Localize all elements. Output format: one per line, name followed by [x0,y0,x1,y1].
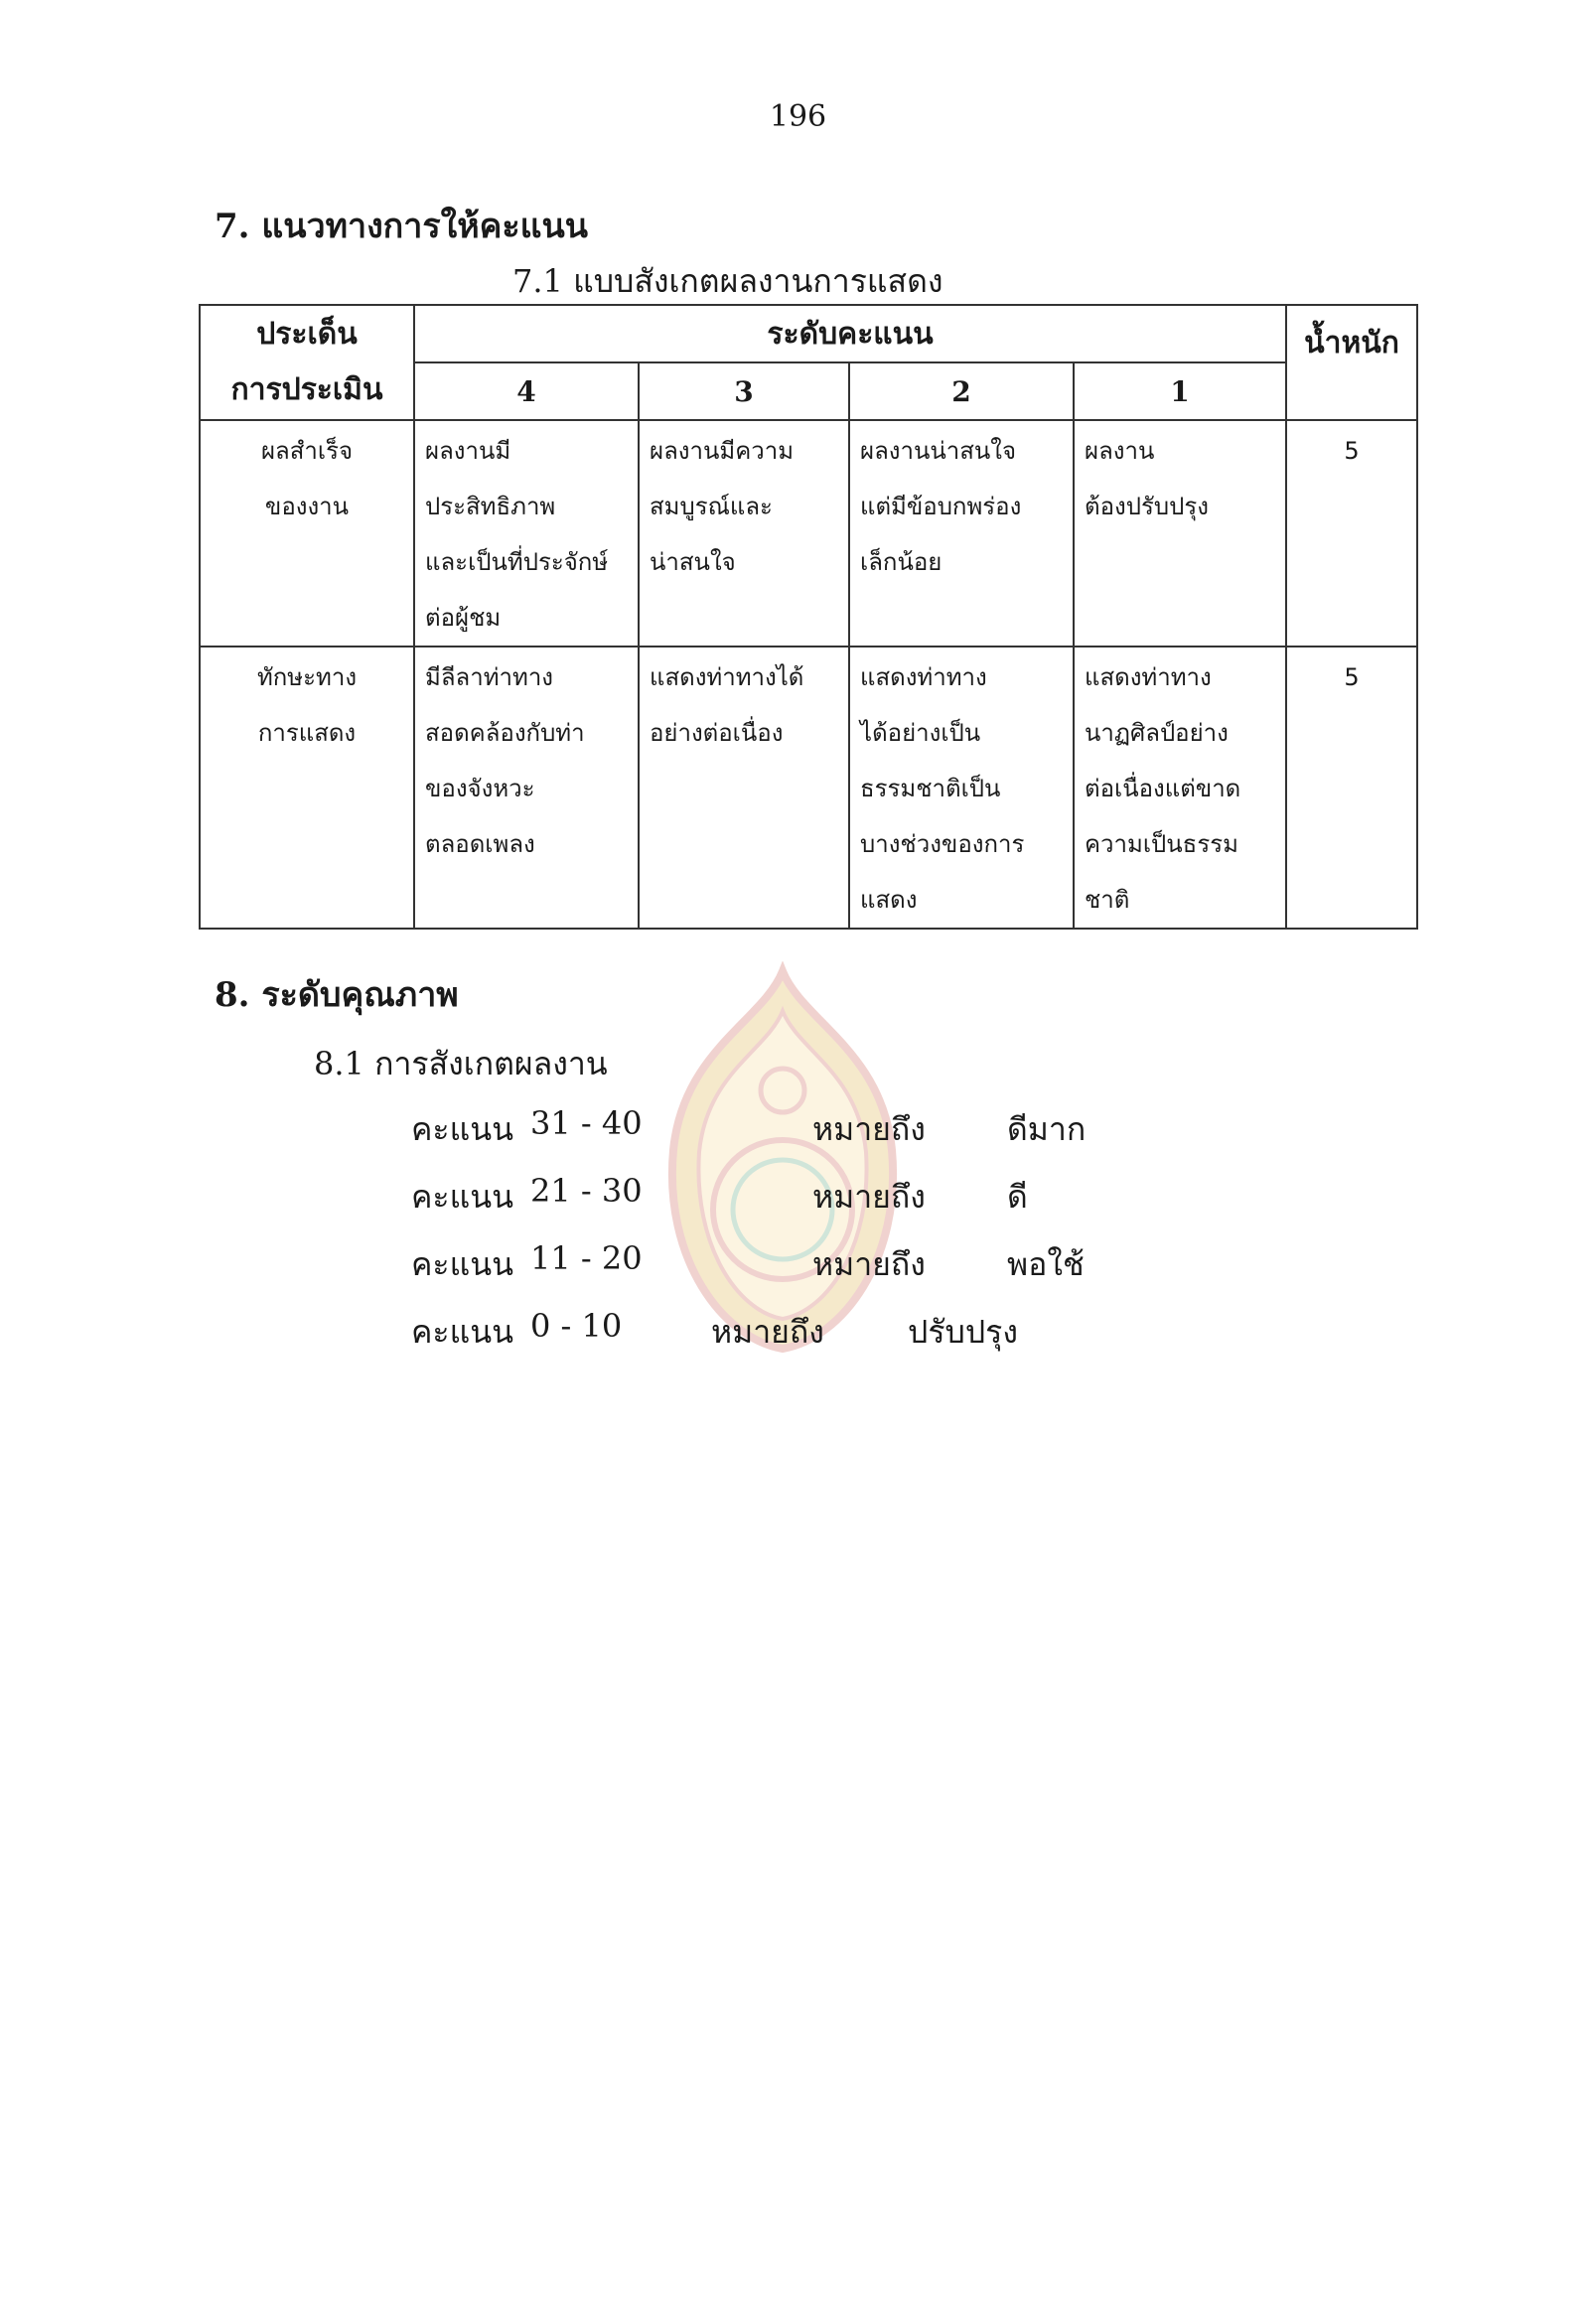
table-row [200,420,1417,647]
row-topic: ทักษะทาง การแสดง [200,647,414,929]
row-cell-level-2: ผลงานน่าสนใจ แต่มีข้อบกพร่อง เล็กน้อย [849,420,1074,647]
row-cell-level-3: ผลงานมีความ สมบูรณ์และ น่าสนใจ [639,420,849,647]
score-level: พอใช้ [1007,1245,1085,1283]
score-means: หมายถึง [711,1313,824,1351]
table-row [200,647,1417,929]
score-means: หมายถึง [812,1245,926,1283]
header-level-4: 4 [414,362,639,420]
section-8-heading: 8. ระดับคุณภาพ [215,975,459,1015]
header-topic: ประเด็น การประเมิน [200,305,414,420]
row-cell-level-4: มีลีลาท่าทาง สอดคล้องกับท่า ของจังหวะ ตลอดเพลง [414,647,639,929]
page-number: 196 [769,99,827,134]
score-range: 0 - 10 [530,1307,623,1345]
score-label: คะแนน [411,1110,513,1148]
row-cell-level-3: แสดงท่าทางได้ อย่างต่อเนื่อง [639,647,849,929]
score-row [0,1239,1596,1283]
score-range: 31 - 40 [530,1104,643,1142]
score-means: หมายถึง [812,1110,926,1148]
section-8-1-heading: 8.1 การสังเกตผลงาน [314,1045,608,1082]
score-level: ดีมาก [1007,1110,1087,1148]
row-cell-level-2: แสดงท่าทาง ได้อย่างเป็น ธรรมชาติเป็น บางช่วงของการ แสดง [849,647,1074,929]
header-level-3: 3 [639,362,849,420]
score-means: หมายถึง [812,1178,926,1216]
score-level: ดี [1007,1178,1028,1216]
score-label: คะแนน [411,1245,513,1283]
score-level: ปรับปรุง [908,1313,1018,1351]
row-cell-level-4: ผลงานมี ประสิทธิภาพ และเป็นที่ประจักษ์ ต่อผู้ชม [414,420,639,647]
header-weight: น้ำหนัก [1286,305,1417,420]
row-cell-level-1: แสดงท่าทาง นาฏศิลป์อย่าง ต่อเนื่องแต่ขาด ความเป็นธรรม ชาติ [1074,647,1286,929]
score-range: 11 - 20 [530,1239,643,1277]
header-level-1: 1 [1074,362,1286,420]
score-label: คะแนน [411,1178,513,1216]
row-weight: 5 [1286,420,1417,647]
row-topic: ผลสำเร็จ ของงาน [200,420,414,647]
ministry-seal-icon [653,961,912,1359]
row-weight: 5 [1286,647,1417,929]
score-row [0,1104,1596,1148]
score-row [0,1307,1596,1351]
header-level-2: 2 [849,362,1074,420]
header-score-levels: ระดับคะแนน [414,305,1286,362]
score-label: คะแนน [411,1313,513,1351]
score-range: 21 - 30 [530,1172,643,1210]
row-cell-level-1: ผลงาน ต้องปรับปรุง [1074,420,1286,647]
section-7-1-heading: 7.1 แบบสังเกตผลงานการแสดง [512,262,943,300]
score-row [0,1172,1596,1216]
section-7-heading: 7. แนวทางการให้คะแนน [215,207,589,246]
rubric-table [199,304,1418,930]
